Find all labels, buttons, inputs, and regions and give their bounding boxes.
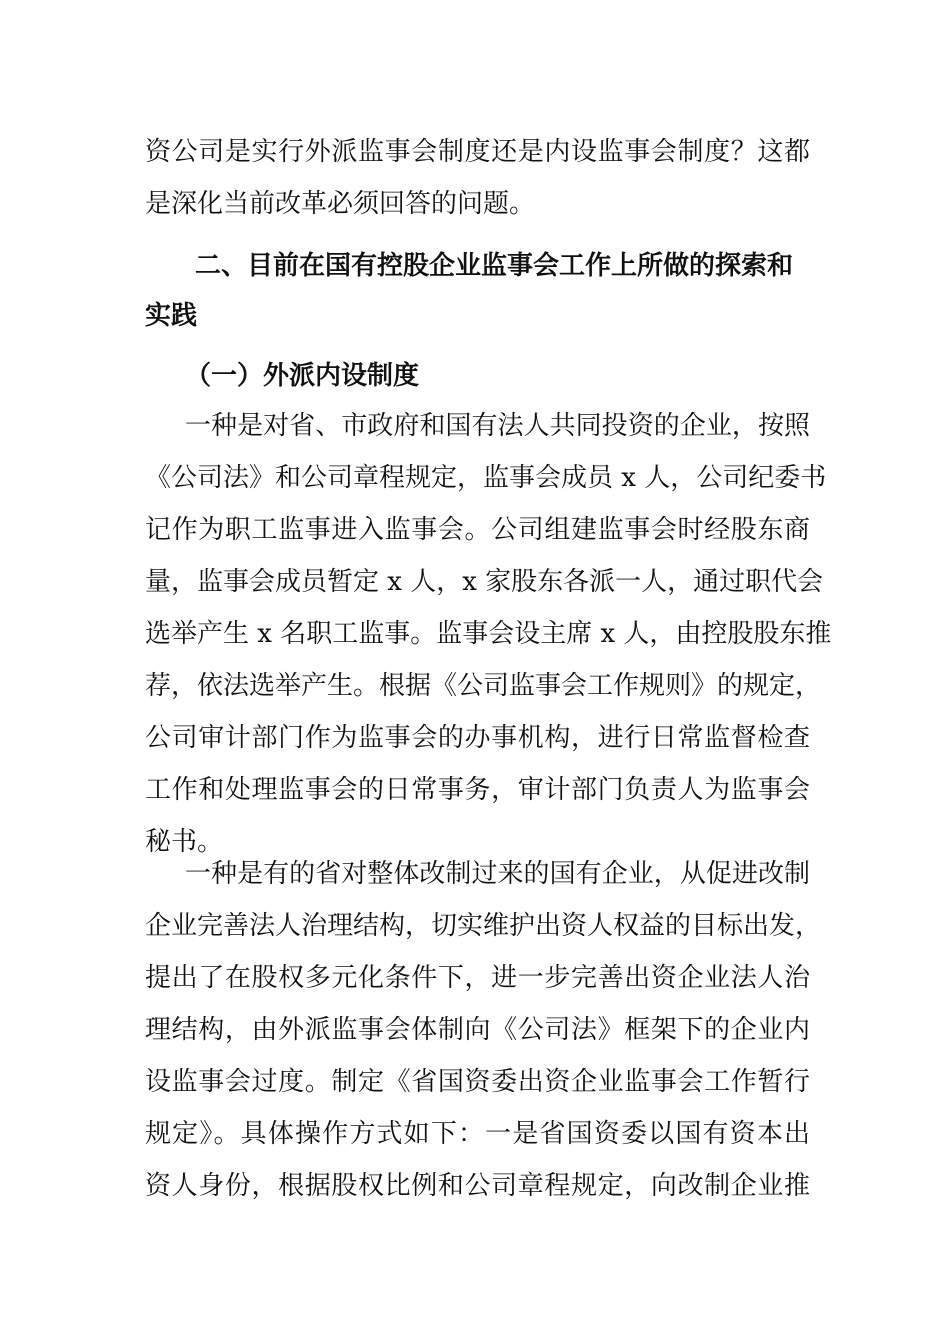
paragraph-line: 是深化当前改革必须回答的问题。 <box>145 189 536 219</box>
paragraph-line: 记作为职工监事进入监事会。公司组建监事会时经股东商 <box>145 515 810 545</box>
paragraph-line: 选举产生 x 名职工监事。监事会设主席 x 人，由控股股东推 <box>145 619 832 649</box>
paragraph-line: 设监事会过度。制定《省国资委出资企业监事会工作暂行 <box>145 1067 810 1097</box>
subheading: （一）外派内设制度 <box>185 361 420 391</box>
paragraph-line: 秘书。 <box>145 827 224 857</box>
paragraph-line: 量，监事会成员暂定 x 人，x 家股东各派一人，通过职代会 <box>145 567 824 597</box>
paragraph-line: 理结构，由外派监事会体制向《公司法》框架下的企业内 <box>145 1015 810 1045</box>
section-heading-line-2: 实践 <box>145 301 198 331</box>
paragraph-line: 《公司法》和公司章程规定，监事会成员 x 人，公司纪委书 <box>145 463 827 493</box>
paragraph-2 <box>145 848 822 1212</box>
paragraph-top <box>145 126 810 230</box>
paragraph-line: 提出了在股权多元化条件下，进一步完善出资企业法人治 <box>145 963 810 993</box>
paragraph-1 <box>145 400 832 868</box>
paragraph-line: 资人身份，根据股权比例和公司章程规定，向改制企业推 <box>145 1171 810 1201</box>
paragraph-line: 一种是对省、市政府和国有法人共同投资的企业，按照 <box>185 411 810 441</box>
paragraph-line: 企业完善法人治理结构，切实维护出资人权益的目标出发， <box>145 911 822 941</box>
paragraph-line: 工作和处理监事会的日常事务，审计部门负责人为监事会 <box>145 775 810 805</box>
section-heading-line-1: 二、目前在国有控股企业监事会工作上所做的探索和 <box>195 251 794 281</box>
paragraph-line: 一种是有的省对整体改制过来的国有企业，从促进改制 <box>185 859 810 889</box>
paragraph-line: 公司审计部门作为监事会的办事机构，进行日常监督检查 <box>145 723 810 753</box>
paragraph-line: 荐，依法选举产生。根据《公司监事会工作规则》的规定， <box>145 671 822 701</box>
paragraph-line: 资公司是实行外派监事会制度还是内设监事会制度？这都 <box>145 137 810 167</box>
paragraph-line: 规定》。具体操作方式如下：一是省国资委以国有资本出 <box>145 1119 810 1149</box>
